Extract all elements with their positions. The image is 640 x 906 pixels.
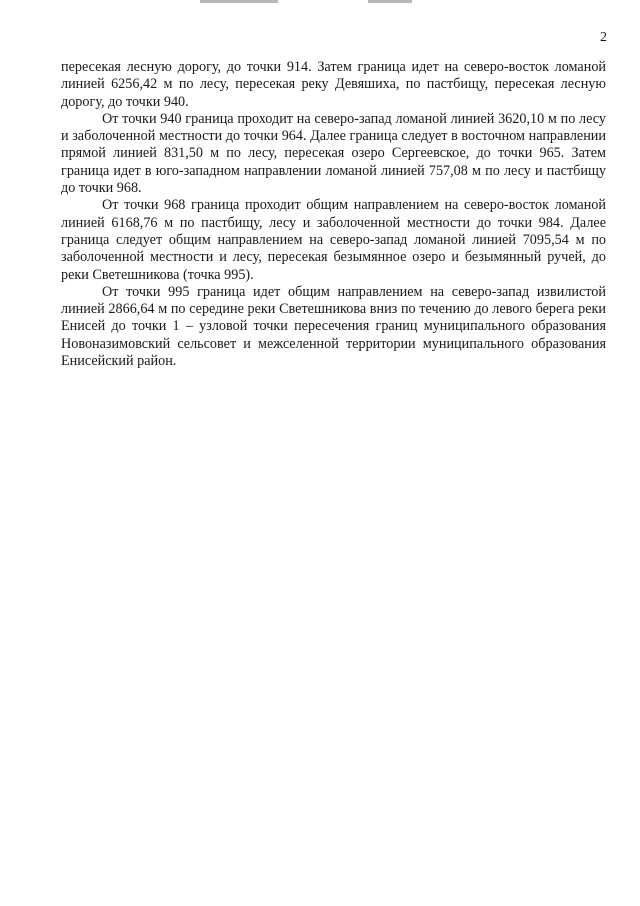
- paragraph: От точки 968 граница проходит общим направлением на северо-восток ломаной линией 6168,76 м по пастбищу, лесу и заболоченной местности до точки 984. Далее граница следует общим направлением на северо-запад ломаной линией 7095,54 м по заболоченной местности и лесу, пересекая безымянное озеро и безымянный ручей, до реки Светешникова (точка 995).: [61, 197, 606, 283]
- scan-artifact: [368, 0, 412, 3]
- paragraph: От точки 995 граница идет общим направлением на северо-запад извилистой линией 2866,64 м по середине реки Светешникова вниз по течению до левого берега реки Енисей до точки 1 – узловой точки пересечения границ муниципального образования Новоназимовский сельсовет и межселенной территории муниципального образования Енисейский район.: [61, 283, 606, 370]
- scan-artifact: [200, 0, 278, 3]
- page-number: 2: [600, 30, 607, 45]
- document-body: [61, 59, 606, 370]
- paragraph: От точки 940 граница проходит на северо-запад ломаной линией 3620,10 м по лесу и заболоченной местности до точки 964. Далее граница следует в восточном направлении прямой линией 831,50 м по лесу, пересекая озеро Сергеевское, до точки 965. Затем граница идет в юго-западном направлении ломаной линией 757,08 м по лесу и пастбищу до точки 968.: [61, 110, 606, 197]
- paragraph-continuation: пересекая лесную дорогу, до точки 914. Затем граница идет на северо-восток ломаной линией 6256,42 м по лесу, пересекая реку Девяшиха, по пастбищу, пересекая лесную дорогу, до точки 940.: [61, 59, 606, 110]
